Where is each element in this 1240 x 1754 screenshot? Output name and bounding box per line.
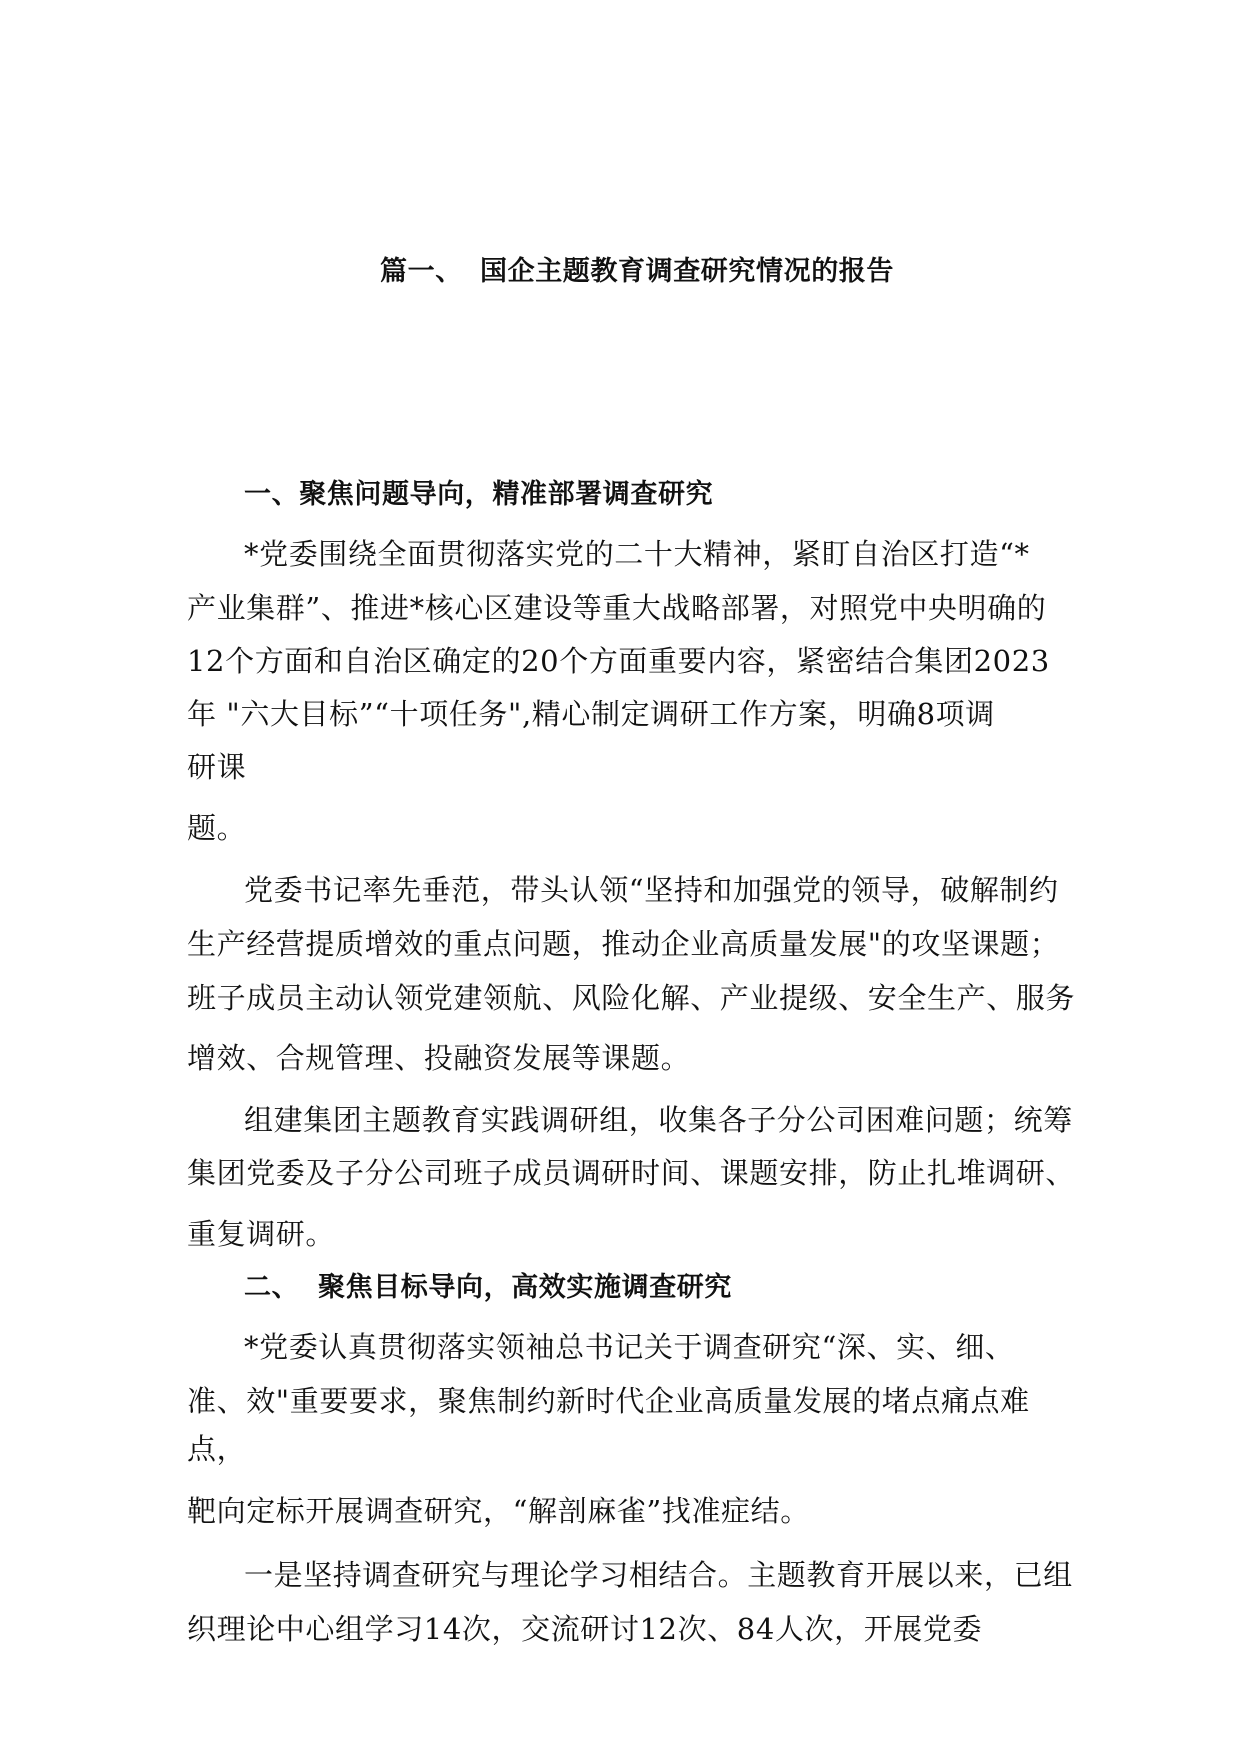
- paragraph-line: 一是坚持调查研究与理论学习相结合。主题教育开展以来，已组: [244, 1558, 1073, 1592]
- paragraph-line: 准、效"重要要求，聚焦制约新时代企业高质量发展的堵点痛点难: [187, 1384, 1030, 1418]
- title-text: 国企主题教育调查研究情况的报告: [480, 256, 894, 287]
- paragraph-line: 题。: [187, 811, 247, 845]
- paragraph-line: 12个方面和自治区确定的20个方面重要内容，紧密结合集团2023: [187, 644, 1050, 678]
- paragraph-line: 产业集群”、推进*核心区建设等重大战略部署，对照党中央明确的: [187, 591, 1047, 625]
- paragraph-line: 点，: [187, 1432, 247, 1466]
- title-number: 篇一、: [380, 256, 463, 287]
- paragraph-line: 年 "六大目标”“十项任务",精心制定调研工作方案，明确8项调: [187, 697, 995, 731]
- paragraph-line: *党委认真贯彻落实领袖总书记关于调查研究“深、实、细、: [244, 1330, 1015, 1364]
- section-1-heading: 一、聚焦问题导向，精准部署调查研究: [244, 479, 714, 510]
- paragraph-line: 集团党委及子分公司班子成员调研时间、课题安排，防止扎堆调研、: [187, 1156, 1076, 1190]
- paragraph-line: 增效、合规管理、投融资发展等课题。: [187, 1041, 691, 1075]
- paragraph-line: 重复调研。: [187, 1217, 336, 1251]
- section-2-heading-number: 二、: [244, 1272, 300, 1303]
- paragraph-line: 织理论中心组学习14次，交流研讨12次、84人次，开展党委: [187, 1612, 983, 1646]
- paragraph-line: 靶向定标开展调查研究，“解剖麻雀”找准症结。: [187, 1494, 810, 1528]
- paragraph-line: 班子成员主动认领党建领航、风险化解、产业提级、安全生产、服务: [187, 981, 1076, 1015]
- paragraph-line: 研课: [187, 750, 247, 784]
- section-2-heading-text: 聚焦目标导向，高效实施调查研究: [318, 1272, 732, 1303]
- paragraph-line: 生产经营提质增效的重点问题，推动企业高质量发展"的攻坚课题；: [187, 927, 1060, 961]
- paragraph-line: *党委围绕全面贯彻落实党的二十大精神，紧盯自治区打造“*: [244, 537, 1030, 571]
- paragraph-line: 组建集团主题教育实践调研组，收集各子分公司困难问题；统筹: [244, 1103, 1073, 1137]
- paragraph-line: 党委书记率先垂范，带头认领“坚持和加强党的领导，破解制约: [244, 873, 1059, 907]
